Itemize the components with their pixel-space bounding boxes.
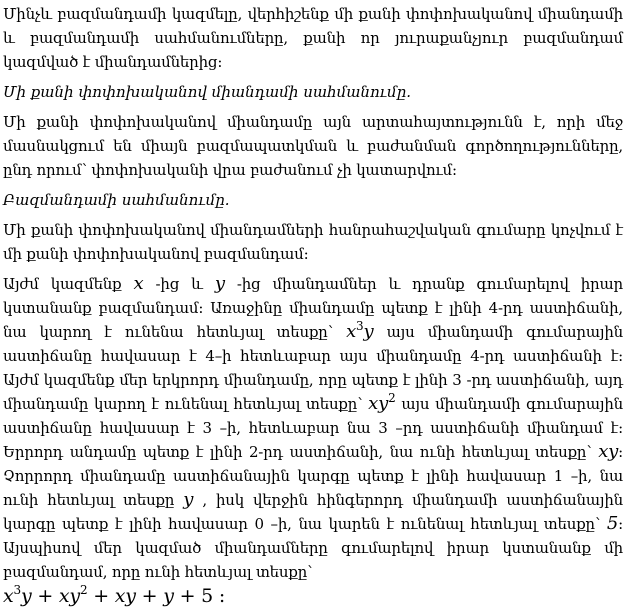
monomial-xy: xy [598, 441, 619, 462]
math-var-y: y [214, 273, 225, 294]
main-text-7: , իսկ վերջին հինգերորդ միանդամի աստիճանային կարգը պետք է լինի հավասար 0 –ի, նա կարեն է ունենալ հետևյալ տեսքը՝ [3, 491, 624, 533]
main-text-8: : Այսպիսով մեր կազմած միանդամները գումարելով իրար կստանանք մի բազմանդամ, որը ունի հետևյալ տեսքը՝ [3, 515, 623, 581]
intro-paragraph: Մինչև բազմանդամի կազմելը, վերհիշենք մի քանի փոփոխականով միանդամի և բազմանդամի սահմանումները, քանի որ յուրաքանչյուր բազմանդամ կազմված է միանդամներից: [3, 5, 623, 71]
polynomial-definition-heading: Բազմանդամի սահմանումը. [3, 191, 230, 209]
main-text-5: այս միանդամի գումարային աստիճանը հավասար է 3 –ի, հետևաբար նա 3 –րդ աստիճանի միանդամ է: Երրորդ անդամը պետք է լինի 2-րդ աստիճանի, նա ունի հետևյալ տեսքը՝ [3, 395, 624, 461]
main-text-1: Այժմ կազմենք [3, 275, 134, 293]
monomial-y: y [183, 489, 194, 510]
final-polynomial: $x^3y + xy^2$ + xy + y + 5 : [3, 583, 226, 607]
math-var-x: x [133, 273, 144, 294]
document-body [3, 2, 623, 615]
monomial-definition-heading: Մի քանի փոփոխականով միանդամի սահմանումը. [3, 83, 412, 101]
polynomial-definition-text: Մի քանի փոփոխականով միանդամների հանրահաշվական գումարը կոչվում է մի քանի փոփոխականով բազմանդամ: [3, 221, 623, 263]
monomial-definition-text: Մի քանի փոփոխականով միանդամը այն արտահայտությունն է, որի մեջ մասնակցում են միայն բազմապատկման և բաժանման գործողությունները, ընդ որում՝ փոփոխականի վրա բաժանում չի կատարվում: [3, 113, 623, 179]
main-paragraph [3, 272, 623, 609]
main-text-6: : Չորրորդ միանդամը աստիճանային կարգը պետք է լինի հավասար 1 –ի, նա ունի հետևյալ տեսքը [3, 443, 623, 509]
monomial-constant: 5 [606, 513, 619, 534]
main-text-3: -ից միանդամներ և դրանք գումարելով իրար կստանանք բազմանդամ: Առաջինը միանդամը պետք է լինի 4-րդ աստիճանի, նա կարող է ունենա հետևյալ տեսքը՝ [3, 275, 624, 341]
main-text-4: այս միանդամի գումարային աստիճանը հավասար է 4–ի հետևաբար այս միանդամը 4-րդ աստիճանի է: Այժմ կազմենք մեր երկրորդ միանդամը, որը պետք է լինի 3 -րդ աստիճանի, այդ միանդամը կարող է ունենալ հետևյալ տեսքը՝ [3, 323, 624, 413]
monomial-xy2: $xy^2$ [368, 391, 396, 414]
main-text-2: -ից և [143, 275, 215, 293]
monomial-x3y: $x^3y$ [346, 319, 374, 342]
